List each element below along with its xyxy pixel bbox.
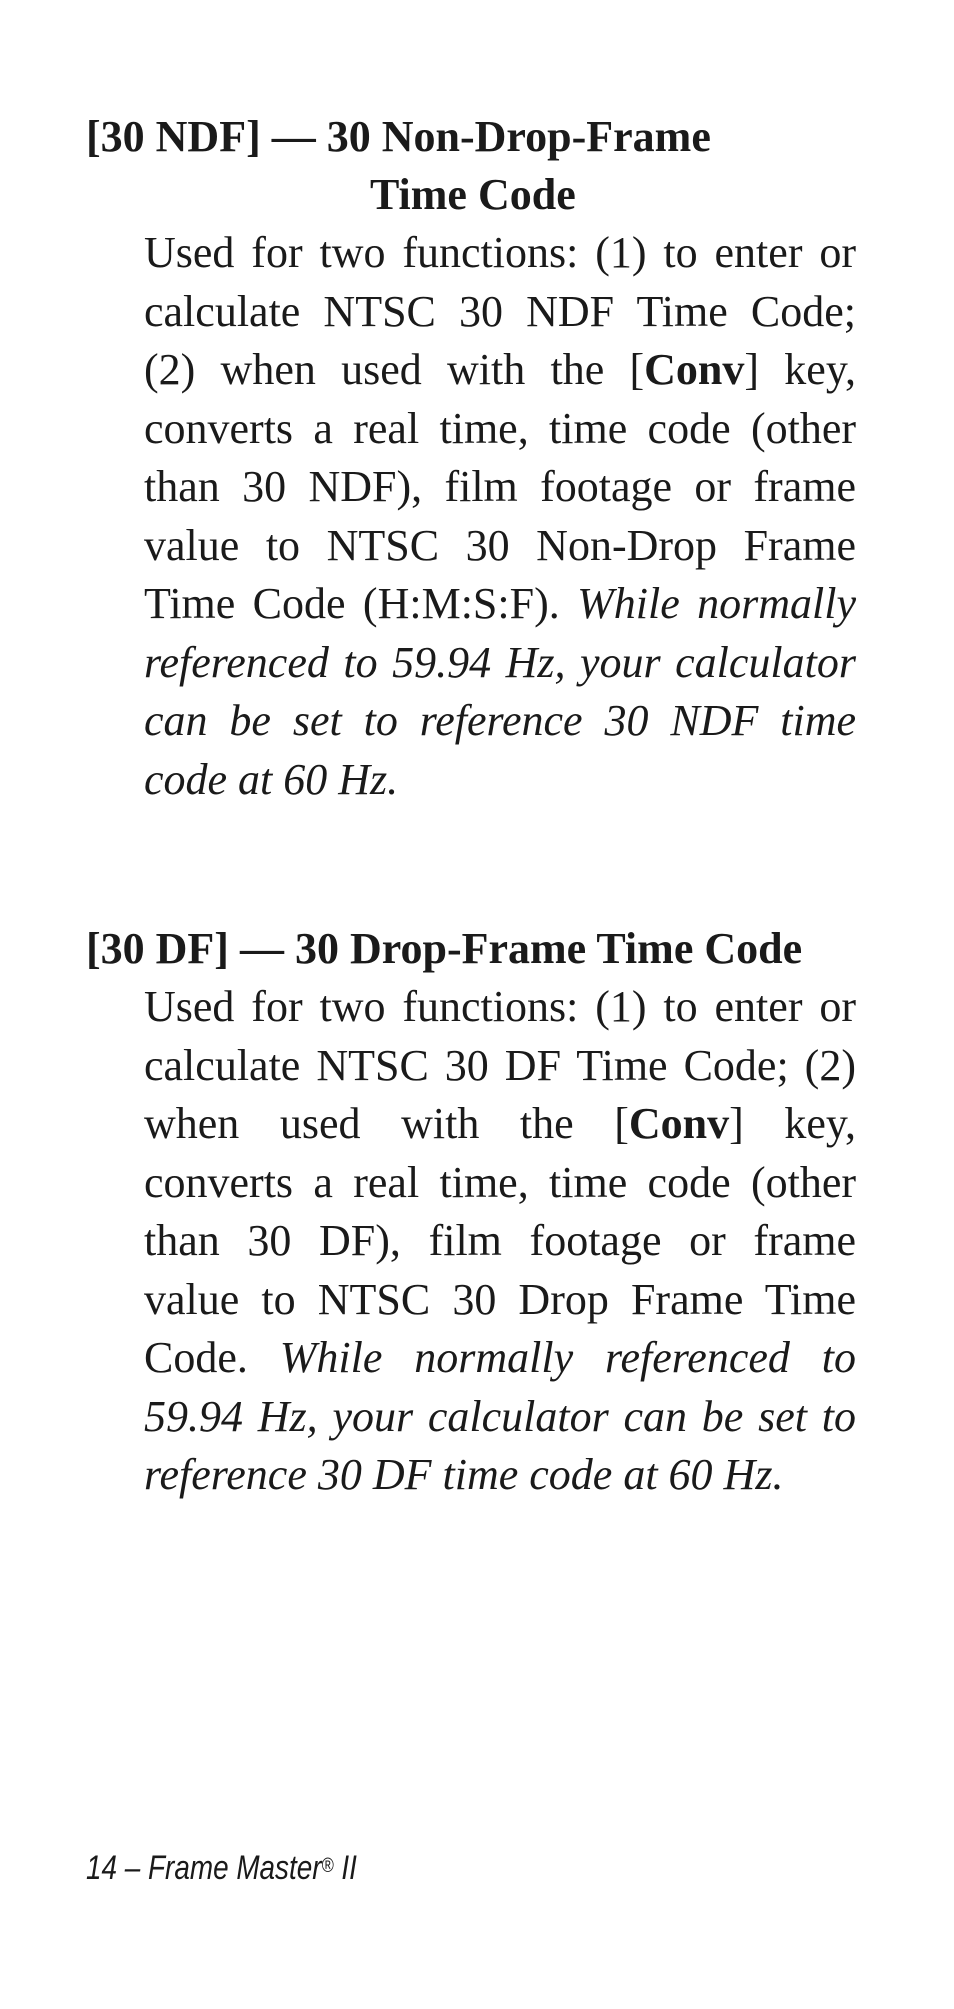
entry-heading (86, 108, 856, 224)
footer-separator: – (117, 1849, 149, 1887)
product-suffix: II (333, 1849, 357, 1887)
description-text-before-key: Used for two functions: (1) to enter or calculate NTSC 30 DF Time Code; (2) when used with the [ (144, 982, 856, 1148)
product-name: Frame Master (148, 1849, 322, 1887)
entry-heading (86, 920, 856, 978)
entry-30-ndf (86, 108, 856, 809)
entry-description (144, 224, 856, 809)
page-number: 14 (86, 1849, 118, 1887)
description-text-before-key: Used for two functions: (1) to enter or calculate NTSC 30 NDF Time Code; (2) when used with the [ (144, 228, 856, 394)
reference-note: While normally referenced to 59.94 Hz, your calculator can be set to reference 30 NDF time code at 60 Hz. (144, 579, 856, 804)
description-text-after-key: ] key, converts a real time, time code (other than 30 NDF), film footage or frame value to NTSC 30 Non-Drop Frame Time Code (H:M:S:F). (144, 345, 856, 628)
heading-line-2: Time Code (370, 170, 576, 219)
page-footer (86, 1848, 357, 1888)
key-name: Conv (644, 345, 745, 394)
reference-note: While normally referenced to 59.94 Hz, your calculator can be set to reference 30 DF time code at 60 Hz. (144, 1333, 856, 1499)
entry-description (144, 978, 856, 1505)
heading-line-1: [30 NDF] — 30 Non-Drop-Frame (86, 112, 711, 161)
entry-30-df (86, 920, 856, 1505)
description-text-after-key: ] key, converts a real time, time code (other than 30 DF), film footage or frame value to NTSC 30 Drop Frame Time Code. (144, 1099, 856, 1382)
registered-mark: ® (321, 1855, 334, 1877)
heading-line-1: [30 DF] — 30 Drop-Frame Time Code (86, 924, 803, 973)
key-name: Conv (628, 1099, 730, 1148)
